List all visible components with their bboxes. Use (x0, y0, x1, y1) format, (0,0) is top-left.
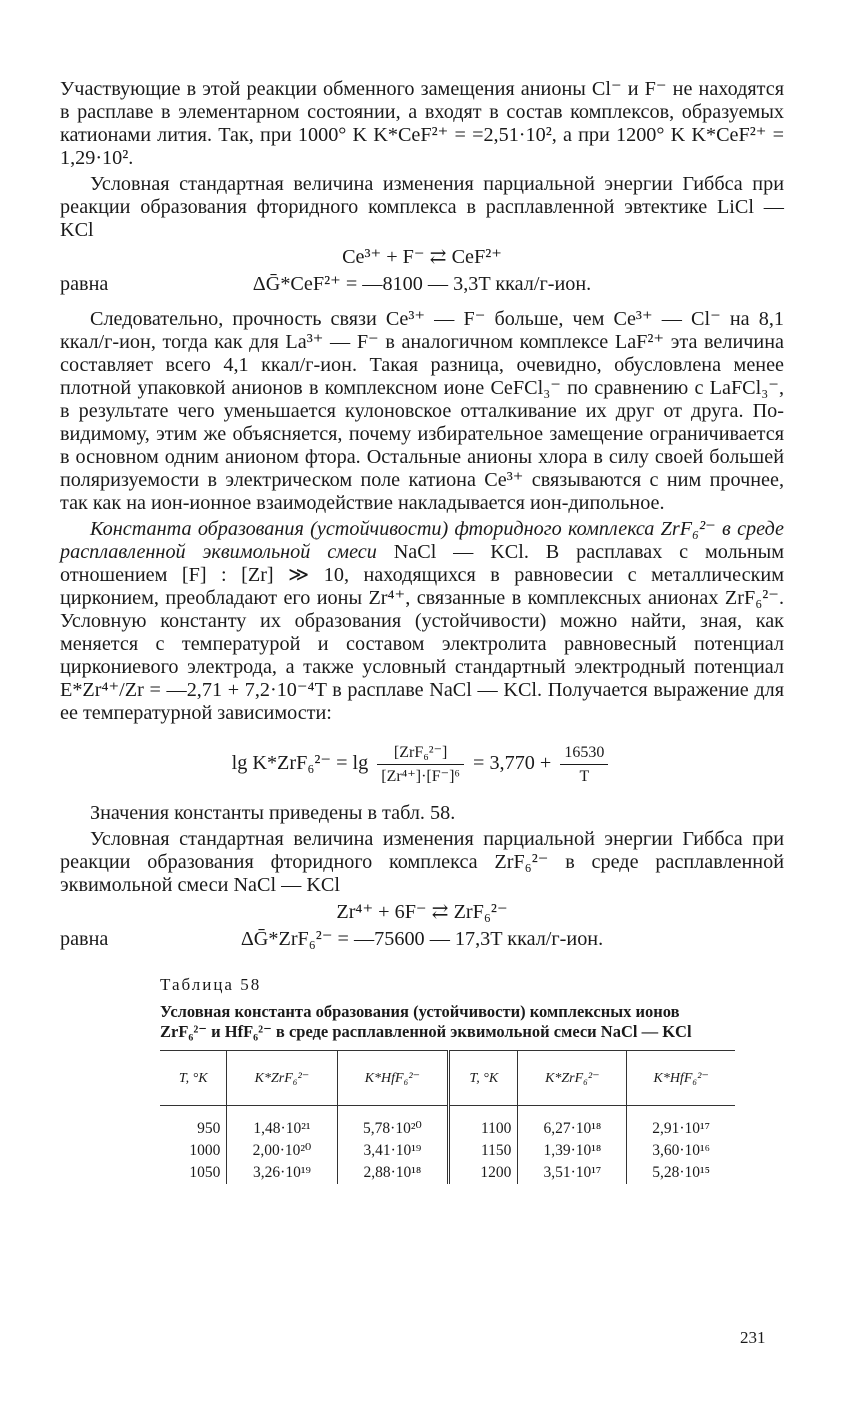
table-cell: 1,39·10¹⁸ (518, 1140, 627, 1162)
table-cell: 1200 (449, 1162, 518, 1184)
paragraph-5: Значения константы приведены в табл. 58. (90, 802, 456, 824)
table-header-row (160, 1051, 735, 1106)
equation-3-denominator-2: T (579, 768, 590, 785)
table-caption: Таблица 58 (160, 975, 262, 994)
equation-3-mid: = 3,770 + (473, 752, 552, 775)
table-cell: 1100 (449, 1106, 518, 1141)
equation-3-left: lg K*ZrF₆²⁻ = lg (231, 752, 369, 775)
equation-3-fraction-2 (560, 741, 608, 788)
equation-1: Ce³⁺ + F⁻ ⇄ CeF²⁺ (342, 246, 502, 268)
equation-3 (60, 741, 784, 788)
table-cell: 5,78·10²⁰ (337, 1106, 449, 1141)
table-title: Условная константа образования (устойчивости) комплексных ионов ZrF₆²⁻ и HfF₆²⁻ в среде расплавленной эквимольной смеси NaCl — KCl (160, 1002, 692, 1041)
paragraph-6: Условная стандартная величина изменения парциальной энергии Гиббса при реакции образования фторидного комплекса ZrF₆²⁻ в среде расплавленной эквимольной смеси NaCl — KCl (60, 828, 784, 896)
table-header-cell: T, °K (160, 1051, 227, 1106)
table-cell: 2,00·10²⁰ (227, 1140, 337, 1162)
table-header-cell: K*HfF₆²⁻ (627, 1051, 735, 1106)
paragraph-4-rest: NaCl — KCl. В расплавах с мольным отношением [F] : [Zr] ≫ 10, находящихся в равновесии с металлическим цирконием, преобладают его ионы Zr⁴⁺, связанные в комплексных анионах ZrF₆²⁻. Условную константу их образования (устойчивости) можно найти, зная, как меняется с температурой и составом электролита равновесный потенциал циркониевого электрода, а также условный стандартный электродный потенциал E*Zr⁴⁺/Zr = —2,71 + 7,2·10⁻⁴T в расплаве NaCl — KCl. Получается выражение для ее температурной зависимости: (60, 541, 785, 724)
equation-3-denominator: [Zr⁴⁺]·[F⁻]⁶ (381, 768, 460, 785)
equation-3-fraction (377, 741, 464, 788)
table-cell: 1000 (189, 1142, 221, 1159)
table-cell: 5,28·10¹⁵ (627, 1162, 735, 1184)
table-cell: 1150 (449, 1140, 518, 1162)
table-header-cell: K*ZrF₆²⁻ (518, 1051, 627, 1106)
equation-2: ΔḠ*CeF²⁺ = —8100 — 3,3T ккал/г-ион. (252, 273, 592, 295)
paragraph-4-italic: Константа образования (устойчивости) фторидного комплекса ZrF₆²⁻ в среде расплавленной эквимольной смеси (60, 518, 784, 563)
table-header-cell: K*HfF₆²⁻ (337, 1051, 449, 1106)
table-cell: 950 (197, 1120, 221, 1137)
table-cell: 3,26·10¹⁹ (227, 1162, 337, 1184)
table-header-cell: K*ZrF₆²⁻ (227, 1051, 337, 1106)
table-cell: 3,60·10¹⁶ (627, 1140, 735, 1162)
page-content (60, 78, 784, 1184)
table-cell: 2,91·10¹⁷ (627, 1106, 735, 1141)
paragraph-1: Участвующие в этой реакции обменного замещения анионы Cl⁻ и F⁻ не находятся в расплаве в элементарном состоянии, а входят в состав комплексов, образуемых катионами лития. Так, при 1000° K K*CeF²⁺ = =2,51·10², а при 1200° K K*CeF²⁺ = 1,29·10². (60, 78, 784, 169)
equation-3-numerator: [ZrF₆²⁻] (377, 741, 464, 765)
table-row (160, 1106, 735, 1141)
table-58 (160, 1050, 735, 1184)
table-cell: 6,27·10¹⁸ (518, 1106, 627, 1141)
equation-5-row (60, 928, 784, 951)
paragraph-4 (60, 518, 784, 725)
table-cell: 3,41·10¹⁹ (337, 1140, 449, 1162)
table-row (160, 1162, 735, 1184)
equation-5-label: равна (60, 928, 109, 950)
table-header-cell: T, °K (449, 1051, 518, 1106)
table-cell: 3,51·10¹⁷ (518, 1162, 627, 1184)
table-cell: 2,88·10¹⁸ (337, 1162, 449, 1184)
table-cell: 1,48·10²¹ (227, 1106, 337, 1141)
paragraph-3: Следовательно, прочность связи Ce³⁺ — F⁻ больше, чем Ce³⁺ — Cl⁻ на 8,1 ккал/г-ион, тогда как для La³⁺ — F⁻ в аналогичном комплексе LaF²⁺ эта величина составляет всего 4,1 ккал/г-ион. Такая разница, очевидно, обусловлена менее плотной упаковкой анионов в комплексном ионе CeFCl₃⁻ по сравнению с LaFCl₃⁻, в результате чего уменьшается кулоновское отталкивание их друг от друга. По-видимому, этим же объясняется, почему избирательное замещение ограничивается в основном одним анионом фтора. Остальные анионы хлора в силу своей большей поляризуемости в электрическом поле катиона Ce³⁺ связываются с ним прочнее, так как на ион-ионное взаимодействие накладывается ион-дипольное. (60, 308, 784, 514)
table-row (160, 1140, 735, 1162)
table-cell: 1050 (189, 1164, 221, 1181)
paragraph-2: Условная стандартная величина изменения парциальной энергии Гиббса при реакции образования фторидного комплекса в расплавленной эвтектике LiCl — KCl (60, 173, 784, 241)
equation-3-numerator-2: 16530 (560, 741, 608, 765)
equation-5: ΔḠ*ZrF₆²⁻ = —75600 — 17,3T ккал/г-ион. (240, 928, 604, 950)
equation-2-label: равна (60, 273, 109, 295)
equation-2-row (60, 273, 784, 296)
equation-4: Zr⁴⁺ + 6F⁻ ⇄ ZrF₆²⁻ (336, 901, 508, 923)
page-number: 231 (740, 1328, 766, 1347)
